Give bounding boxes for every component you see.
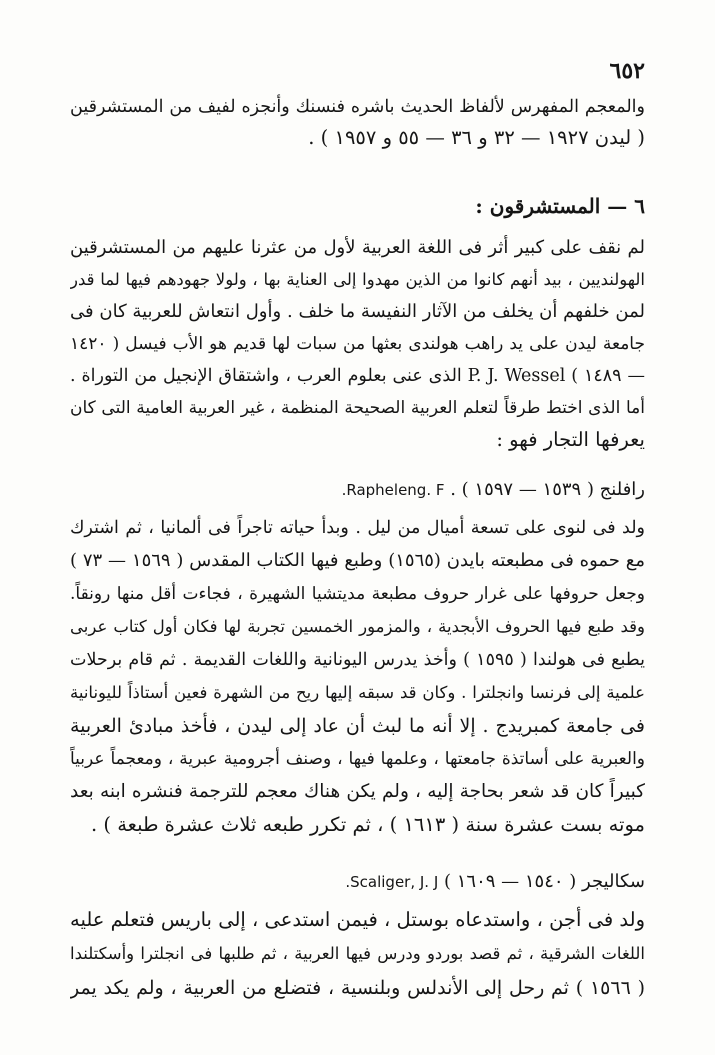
- paragraph-line: ( ١٥٦٦ ) ثم رحل إلى الأندلس وبلنسية ، فتضلع من العربية ، ولم يكد يمر: [70, 977, 645, 999]
- entry-heading-raphelengius: [70, 476, 645, 504]
- paragraph-line: يطبع فى هولندا ( ١٥٩٥ ) وأخذ يدرس اليونانية واللغات القديمة . ثم قام برحلات: [70, 650, 645, 670]
- paragraph-line: والعبرية على أساتذة جامعتها ، وعلمها فيها ، وصنف أجرومية عبرية ، ومعجماً عربياً: [70, 749, 645, 769]
- entry-name-latin: Scaliger, J. J.: [345, 873, 439, 891]
- entry-name-latin: Rapheleng. F.: [341, 481, 445, 499]
- page-number: ٦٥٢: [609, 58, 645, 84]
- entry-heading-scaliger: [70, 868, 645, 896]
- paragraph-line: أما الذى اختط طرقاً لتعلم العربية الصحيحة المنظمة ، غير العربية العامية التى كان: [70, 398, 645, 418]
- paragraph-line: لم نقف على كبير أثر فى اللغة العربية لأول من عثرنا عليهم من المستشرقين: [70, 237, 645, 258]
- entry-name-arabic: رافلنج ( ١٥٣٩ — ١٥٩٧ ) .: [450, 479, 645, 500]
- paragraph-line: مع حموه فى مطبعته بايدن (١٥٦٥) وطبع فيها الكتاب المقدس ( ١٥٦٩ — ٧٣ ): [70, 550, 645, 571]
- entry-name-arabic: سكاليجر ( ١٥٤٠ — ١٦٠٩ ): [444, 871, 645, 892]
- paragraph-line: فى جامعة كمبريدج . إلا أنه ما لبث أن عاد إلى ليدن ، فأخذ مبادئ العربية: [70, 715, 645, 737]
- paragraph-line: يعرفها التجار فهو :: [496, 428, 645, 451]
- paragraph-line: ولد فى أجن ، واستدعاه بوستل ، فيمن استدعى ، إلى باريس فتعلم عليه: [70, 908, 645, 931]
- intro-line: ( ليدن ١٩٢٧ — ٣٢ و ٣٦ — ٥٥ و ١٩٥٧ ) .: [308, 126, 645, 149]
- paragraph-line: الهولنديين ، بيد أنهم كانوا من الذين مهدوا إلى العناية بها ، ولولا جهودهم فيها لما قدر: [70, 270, 645, 289]
- paragraph-line: علمية إلى فرنسا وانجلترا . وكان قد سبقه إليها ريح من الشهرة فعين أستاذاً لليونانية: [70, 683, 645, 702]
- section-heading: ٦ — المستشرقون :: [475, 194, 645, 218]
- paragraph-line: موته بست عشرة سنة ( ١٦١٣ ) ، ثم تكرر طبعه ثلاث عشرة طبعة ) .: [91, 813, 645, 836]
- paragraph-line: ولد فى لنوى على تسعة أميال من ليل . وبدأ حياته تاجراً فى ألمانيا ، ثم اشترك: [70, 518, 645, 538]
- paragraph-line: وقد طبع فيها الحروف الأبجدية ، والمزمور الخمسين تجربة لها فكان أول كتاب عربى: [70, 617, 645, 636]
- paragraph-line: اللغات الشرقية ، ثم قصد بوردو ودرس فيها العربية ، ثم طلبها فى انجلترا وأسكتلندا: [70, 944, 645, 963]
- intro-line: والمعجم المفهرس لألفاظ الحديث باشره فنسنك وأنجزه لفيف من المستشرقين: [70, 97, 645, 117]
- paragraph-line: — ١٤٨٩ ) P. J. Wessel الذى عنى بعلوم العرب ، واشتقاق الإنجيل من التوراة .: [70, 366, 645, 386]
- paragraph-line: كبيراً كان قد شعر بحاجة إليه ، ولم يكن هناك معجم للترجمة فنشره ابنه بعد: [70, 781, 645, 802]
- paragraph-line: وجعل حروفها على غرار حروف مطبعة مديتشيا الشهيرة ، فجاءت أقل منها رونقاً.: [70, 584, 645, 604]
- paragraph-line: جامعة ليدن على يد راهب هولندى بعثها من سبات لها قديم هو الأب فيسل ( ١٤٢٠: [70, 334, 645, 354]
- paragraph-line: لمن خلفهم أن يخلف من الآثار النفيسة ما خلف . وأول انتعاش للعربية كان فى: [70, 301, 645, 322]
